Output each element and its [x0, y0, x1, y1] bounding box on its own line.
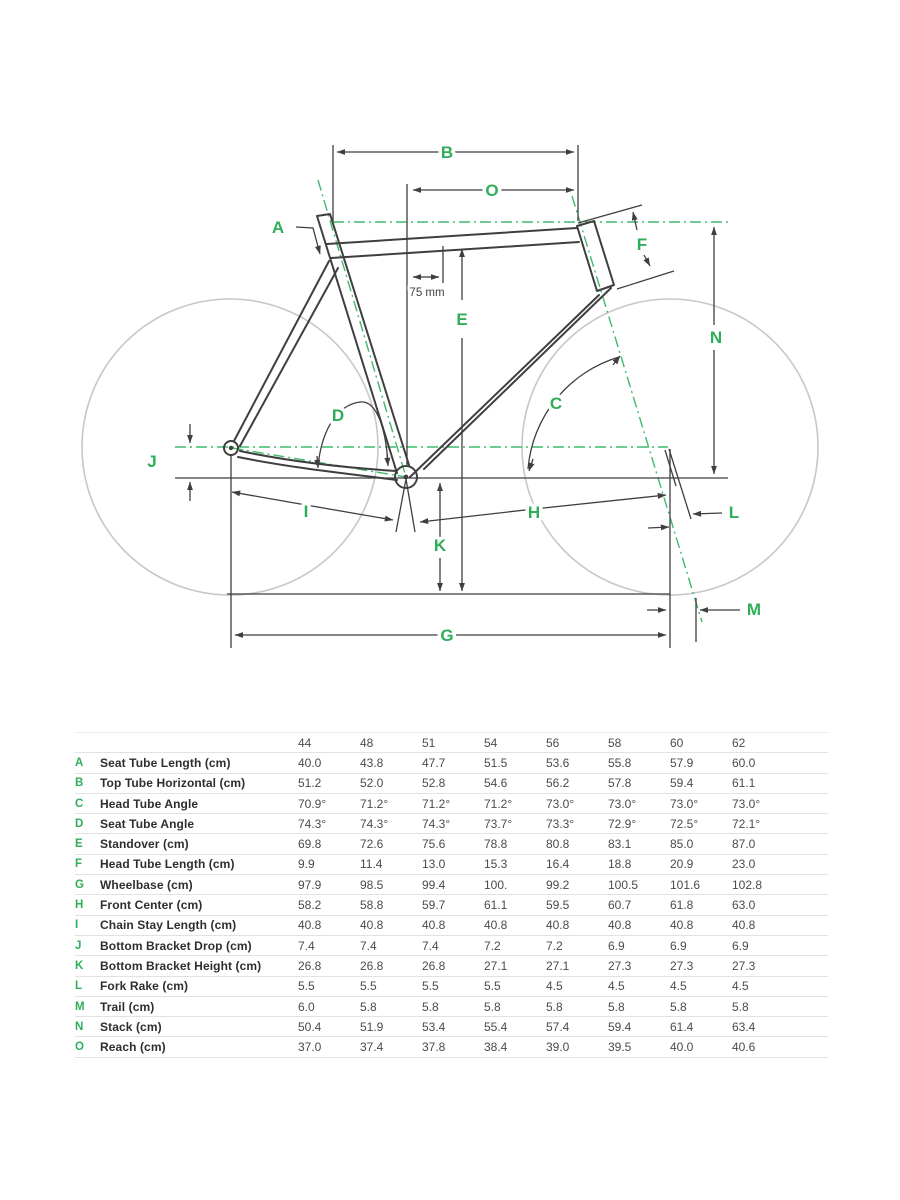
- seat-stays: [234, 261, 338, 446]
- table-row: [75, 855, 828, 875]
- seat-tube-axis: [318, 180, 406, 477]
- label-M: M: [746, 600, 762, 619]
- size-header: 44: [298, 735, 312, 750]
- cell-value: 99.4: [422, 877, 446, 892]
- row-label: Bottom Bracket Height (cm): [100, 958, 262, 973]
- cell-value: 27.3: [670, 958, 694, 973]
- row-letter: H: [75, 899, 84, 912]
- row-label: Stack (cm): [100, 1019, 162, 1034]
- cell-value: 59.4: [670, 776, 694, 791]
- cell-value: 100.: [484, 877, 508, 892]
- cell-value: 51.9: [360, 1019, 384, 1034]
- cell-value: 6.0: [298, 999, 315, 1014]
- cell-value: 83.1: [608, 837, 632, 852]
- cell-value: 5.8: [484, 999, 501, 1014]
- cell-value: 37.8: [422, 1040, 446, 1055]
- cell-value: 5.8: [546, 999, 563, 1014]
- rear-axle-point: [229, 446, 233, 450]
- cell-value: 11.4: [360, 857, 383, 872]
- cell-value: 40.8: [732, 918, 756, 933]
- cell-value: 72.5°: [670, 816, 699, 831]
- row-label: Bottom Bracket Drop (cm): [100, 938, 252, 953]
- label-A: A: [271, 218, 285, 237]
- cell-value: 40.8: [422, 918, 446, 933]
- table-row: [75, 1017, 828, 1037]
- size-header: 54: [484, 735, 498, 750]
- bb-center-point: [404, 475, 409, 480]
- cell-value: 70.9°: [298, 796, 327, 811]
- cell-value: 7.2: [484, 938, 501, 953]
- cell-value: 56.2: [546, 776, 570, 791]
- label-N: N: [709, 328, 723, 347]
- label-D: D: [331, 406, 345, 425]
- table-row: [75, 794, 828, 814]
- label-F: F: [636, 235, 648, 254]
- table-row: [75, 834, 828, 854]
- cell-value: 23.0: [732, 857, 756, 872]
- cell-value: 52.0: [360, 776, 384, 791]
- cell-value: 4.5: [732, 979, 749, 994]
- cell-value: 73.3°: [546, 816, 575, 831]
- cell-value: 9.9: [298, 857, 315, 872]
- label-B: B: [440, 143, 454, 162]
- cell-value: 55.4: [484, 1019, 508, 1034]
- cell-value: 74.3°: [298, 816, 327, 831]
- cell-value: 39.0: [546, 1040, 570, 1055]
- table-row: [75, 1037, 828, 1057]
- down-tube: [410, 288, 611, 477]
- cell-value: 5.5: [360, 979, 377, 994]
- cell-value: 37.0: [298, 1040, 322, 1055]
- cell-value: 75.6: [422, 837, 446, 852]
- table-row: [75, 997, 828, 1017]
- cell-value: 6.9: [608, 938, 625, 953]
- cell-value: 40.6: [732, 1040, 756, 1055]
- cell-value: 59.4: [608, 1019, 632, 1034]
- cell-value: 72.6: [360, 837, 384, 852]
- row-letter: K: [75, 959, 84, 972]
- cell-value: 38.4: [484, 1040, 508, 1055]
- cell-value: 72.1°: [732, 816, 761, 831]
- label-I: I: [303, 502, 309, 521]
- cell-value: 51.2: [298, 776, 322, 791]
- row-letter: C: [75, 797, 84, 810]
- cell-value: 27.1: [546, 958, 570, 973]
- cell-value: 57.8: [608, 776, 632, 791]
- cell-value: 37.4: [360, 1040, 384, 1055]
- cell-value: 63.0: [732, 898, 756, 913]
- row-letter: M: [75, 1000, 85, 1013]
- frame-outline: [224, 214, 691, 519]
- cell-value: 60.7: [608, 898, 632, 913]
- table-row: [75, 936, 828, 956]
- cell-value: 5.8: [670, 999, 687, 1014]
- cell-value: 71.2°: [360, 796, 389, 811]
- table-row: [75, 956, 828, 976]
- cell-value: 4.5: [670, 979, 687, 994]
- row-label: Fork Rake (cm): [100, 979, 189, 994]
- label-E: E: [456, 310, 468, 329]
- cell-value: 102.8: [732, 877, 763, 892]
- row-letter: N: [75, 1020, 84, 1033]
- cell-value: 40.8: [670, 918, 694, 933]
- cell-value: 80.8: [546, 837, 570, 852]
- cell-value: 87.0: [732, 837, 756, 852]
- table-row: [75, 895, 828, 915]
- dimension-lines: [175, 145, 740, 648]
- cell-value: 58.2: [298, 898, 322, 913]
- label-G: G: [440, 626, 454, 645]
- label-J: J: [147, 452, 157, 471]
- label-C: C: [549, 394, 563, 413]
- cell-value: 27.3: [732, 958, 756, 973]
- row-letter: I: [75, 919, 79, 932]
- cell-value: 101.6: [670, 877, 701, 892]
- row-letter: J: [75, 939, 82, 952]
- table-row: [75, 875, 828, 895]
- cell-value: 26.8: [360, 958, 384, 973]
- row-label: Head Tube Angle: [100, 796, 199, 811]
- row-label: Standover (cm): [100, 837, 189, 852]
- cell-value: 18.8: [608, 857, 632, 872]
- row-letter: O: [75, 1041, 84, 1054]
- row-label: Top Tube Horizontal (cm): [100, 776, 246, 791]
- top-tube: [327, 228, 579, 258]
- cell-value: 58.8: [360, 898, 384, 913]
- table-row: [75, 753, 828, 773]
- cell-value: 71.2°: [484, 796, 513, 811]
- row-letter: F: [75, 858, 83, 871]
- cell-value: 73.0°: [732, 796, 761, 811]
- table-row: [75, 916, 828, 936]
- row-label: Head Tube Length (cm): [100, 857, 235, 872]
- cell-value: 59.5: [546, 898, 570, 913]
- cell-value: 5.5: [298, 979, 315, 994]
- geometry-table: [75, 732, 828, 1058]
- size-header: 60: [670, 735, 684, 750]
- cell-value: 7.2: [546, 938, 563, 953]
- row-label: Front Center (cm): [100, 898, 203, 913]
- cell-value: 73.7°: [484, 816, 513, 831]
- size-header: 62: [732, 735, 746, 750]
- row-label: Reach (cm): [100, 1040, 166, 1055]
- row-label: Wheelbase (cm): [100, 877, 193, 892]
- cell-value: 40.0: [670, 1040, 694, 1055]
- cell-value: 7.4: [298, 938, 315, 953]
- cell-value: 26.8: [298, 958, 322, 973]
- row-letter: E: [75, 838, 83, 851]
- cell-value: 4.5: [546, 979, 563, 994]
- cell-value: 61.1: [484, 898, 508, 913]
- cell-value: 100.5: [608, 877, 639, 892]
- row-letter: B: [75, 777, 84, 790]
- size-header: 56: [546, 735, 560, 750]
- cell-value: 15.3: [484, 857, 508, 872]
- cell-value: 60.0: [732, 755, 756, 770]
- cell-value: 40.8: [608, 918, 632, 933]
- cell-value: 40.0: [298, 755, 322, 770]
- seat-tube: [317, 214, 409, 473]
- cell-value: 43.8: [360, 755, 384, 770]
- cell-value: 73.0°: [546, 796, 575, 811]
- cell-value: 5.5: [422, 979, 439, 994]
- cell-value: 72.9°: [608, 816, 637, 831]
- label-K: K: [433, 536, 447, 555]
- cell-value: 26.8: [422, 958, 446, 973]
- cell-value: 5.8: [422, 999, 439, 1014]
- cell-value: 4.5: [608, 979, 625, 994]
- reference-axes: [175, 180, 731, 622]
- row-label: Trail (cm): [100, 999, 155, 1014]
- cell-value: 54.6: [484, 776, 508, 791]
- cell-value: 6.9: [732, 938, 749, 953]
- cell-value: 78.8: [484, 837, 508, 852]
- cell-value: 13.0: [422, 857, 446, 872]
- cell-value: 74.3°: [360, 816, 389, 831]
- cell-value: 5.5: [484, 979, 501, 994]
- cell-value: 40.8: [360, 918, 384, 933]
- cell-value: 57.9: [670, 755, 694, 770]
- cell-value: 74.3°: [422, 816, 451, 831]
- table-row: [75, 774, 828, 794]
- size-header: 58: [608, 735, 622, 750]
- cell-value: 98.5: [360, 877, 384, 892]
- cell-value: 5.8: [360, 999, 377, 1014]
- size-header: 51: [422, 735, 436, 750]
- cell-value: 61.4: [670, 1019, 694, 1034]
- table-row: [75, 977, 828, 997]
- cell-value: 69.8: [298, 837, 322, 852]
- cell-value: 50.4: [298, 1019, 322, 1034]
- cell-value: 47.7: [422, 755, 446, 770]
- cell-value: 55.8: [608, 755, 632, 770]
- cell-value: 27.3: [608, 958, 632, 973]
- cell-value: 63.4: [732, 1019, 756, 1034]
- dimension-labels: [147, 143, 761, 645]
- cell-value: 16.4: [546, 857, 570, 872]
- size-header: 48: [360, 735, 374, 750]
- row-label: Chain Stay Length (cm): [100, 918, 237, 933]
- cell-value: 40.8: [546, 918, 570, 933]
- row-label: Seat Tube Length (cm): [100, 755, 231, 770]
- cell-value: 27.1: [484, 958, 508, 973]
- fork-offset-lines: [665, 449, 691, 519]
- cell-value: 53.4: [422, 1019, 446, 1034]
- cell-value: 53.6: [546, 755, 570, 770]
- steering-axis: [572, 196, 702, 622]
- row-label: Seat Tube Angle: [100, 816, 195, 831]
- cell-value: 6.9: [670, 938, 687, 953]
- cell-value: 5.8: [608, 999, 625, 1014]
- cell-value: 61.1: [732, 776, 756, 791]
- cell-value: 85.0: [670, 837, 694, 852]
- label-L: L: [728, 503, 740, 522]
- cell-value: 71.2°: [422, 796, 451, 811]
- cell-value: 52.8: [422, 776, 446, 791]
- row-letter: L: [75, 980, 83, 993]
- row-letter: A: [75, 756, 84, 769]
- cell-value: 7.4: [360, 938, 377, 953]
- cell-value: 73.0°: [670, 796, 699, 811]
- label-O: O: [485, 181, 499, 200]
- table-row: [75, 814, 828, 834]
- cell-value: 59.7: [422, 898, 446, 913]
- row-letter: D: [75, 817, 84, 830]
- cell-value: 51.5: [484, 755, 508, 770]
- cell-value: 99.2: [546, 877, 570, 892]
- cell-value: 57.4: [546, 1019, 570, 1034]
- cell-value: 97.9: [298, 877, 322, 892]
- table-header-row: [75, 733, 828, 753]
- cell-value: 40.8: [298, 918, 322, 933]
- cell-value: 61.8: [670, 898, 694, 913]
- cell-value: 20.9: [670, 857, 694, 872]
- label-75mm: 75 mm: [409, 287, 445, 299]
- label-H: H: [527, 503, 541, 522]
- cell-value: 40.8: [484, 918, 508, 933]
- cell-value: 7.4: [422, 938, 439, 953]
- cell-value: 73.0°: [608, 796, 637, 811]
- cell-value: 5.8: [732, 999, 749, 1014]
- row-letter: G: [75, 878, 84, 891]
- cell-value: 39.5: [608, 1040, 632, 1055]
